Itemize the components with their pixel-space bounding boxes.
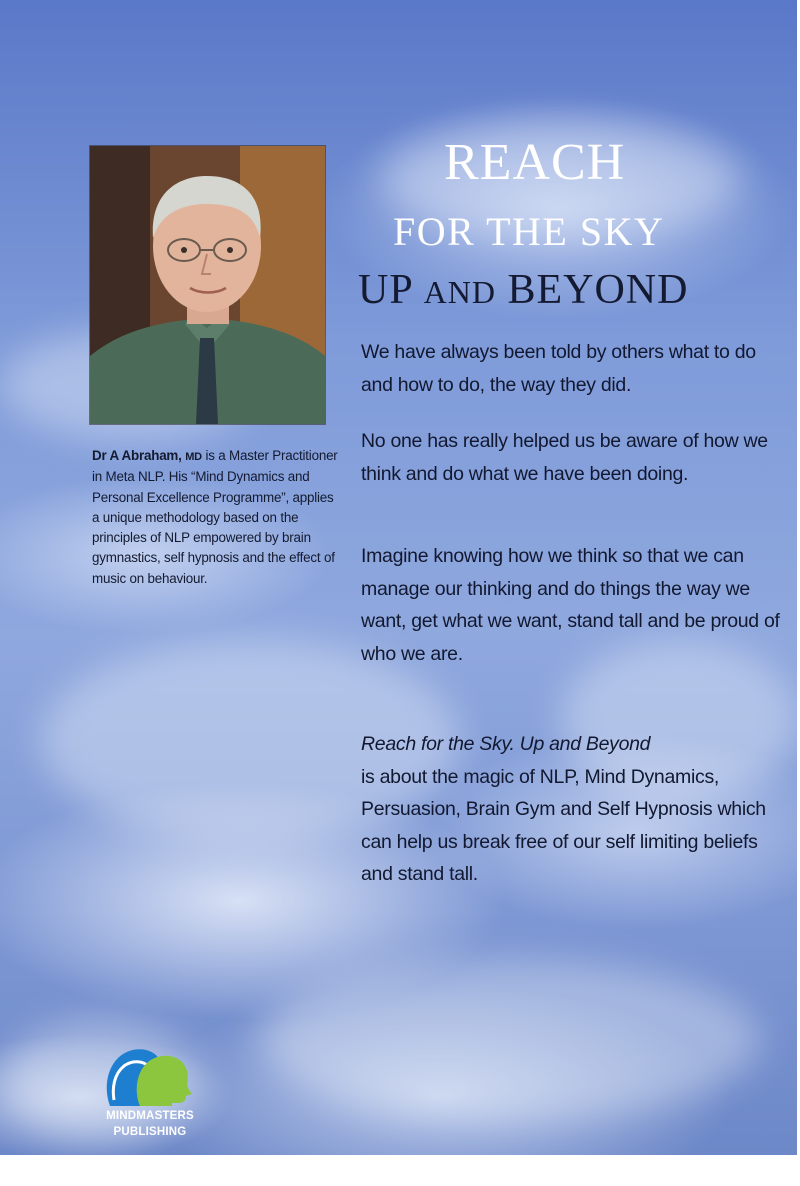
publisher-logo [100, 1040, 200, 1150]
paragraph-3: Imagine knowing how we think so that we can manage our thinking and do things the way we want, get what we want, stand tall and be proud of who we are. [361, 545, 780, 665]
title-line-2: FOR THE SKY [393, 209, 665, 254]
two-heads-logo-icon [100, 1040, 200, 1110]
paragraph-4 [361, 728, 781, 891]
author-bio [92, 446, 342, 589]
paragraph-2: No one has really helped us be aware of how we think and do what we have been doing. [361, 430, 768, 485]
author-photo [90, 146, 325, 424]
title-line-3-up: UP [358, 267, 424, 313]
author-name: Dr A Abraham, [92, 448, 182, 463]
publisher-name-line-2: PUBLISHING [113, 1126, 187, 1138]
publisher-name-line-1: MINDMASTERS [106, 1110, 194, 1122]
paragraph-4-body: is about the magic of NLP, Mind Dynamics, Persuasion, Brain Gym and Self Hypnosis which can help us break free of our self limiting beliefs and stand tall. [361, 765, 766, 885]
title-line-3-beyond: BEYOND [495, 267, 689, 313]
author-degree: MD [185, 451, 202, 463]
author-bio-text: is a Master Practitioner in Meta NLP. His “Mind Dynamics and Personal Excellence Programme”, applies a unique methodology based on the principles of NLP empowered by brain gymnastics, self hypnosis and the effect of music on behaviour. [92, 448, 338, 586]
book-title-italic: Reach for the Sky. Up and Beyond [361, 733, 651, 755]
cloud [260, 960, 760, 1120]
title-line-1: REACH [444, 134, 626, 191]
author-portrait-icon [90, 146, 325, 424]
title-line-3 [358, 266, 688, 314]
title-line-3-and: AND [423, 274, 496, 310]
paragraph-1: We have always been told by others what to do and how to do, the way they did. [361, 341, 756, 396]
